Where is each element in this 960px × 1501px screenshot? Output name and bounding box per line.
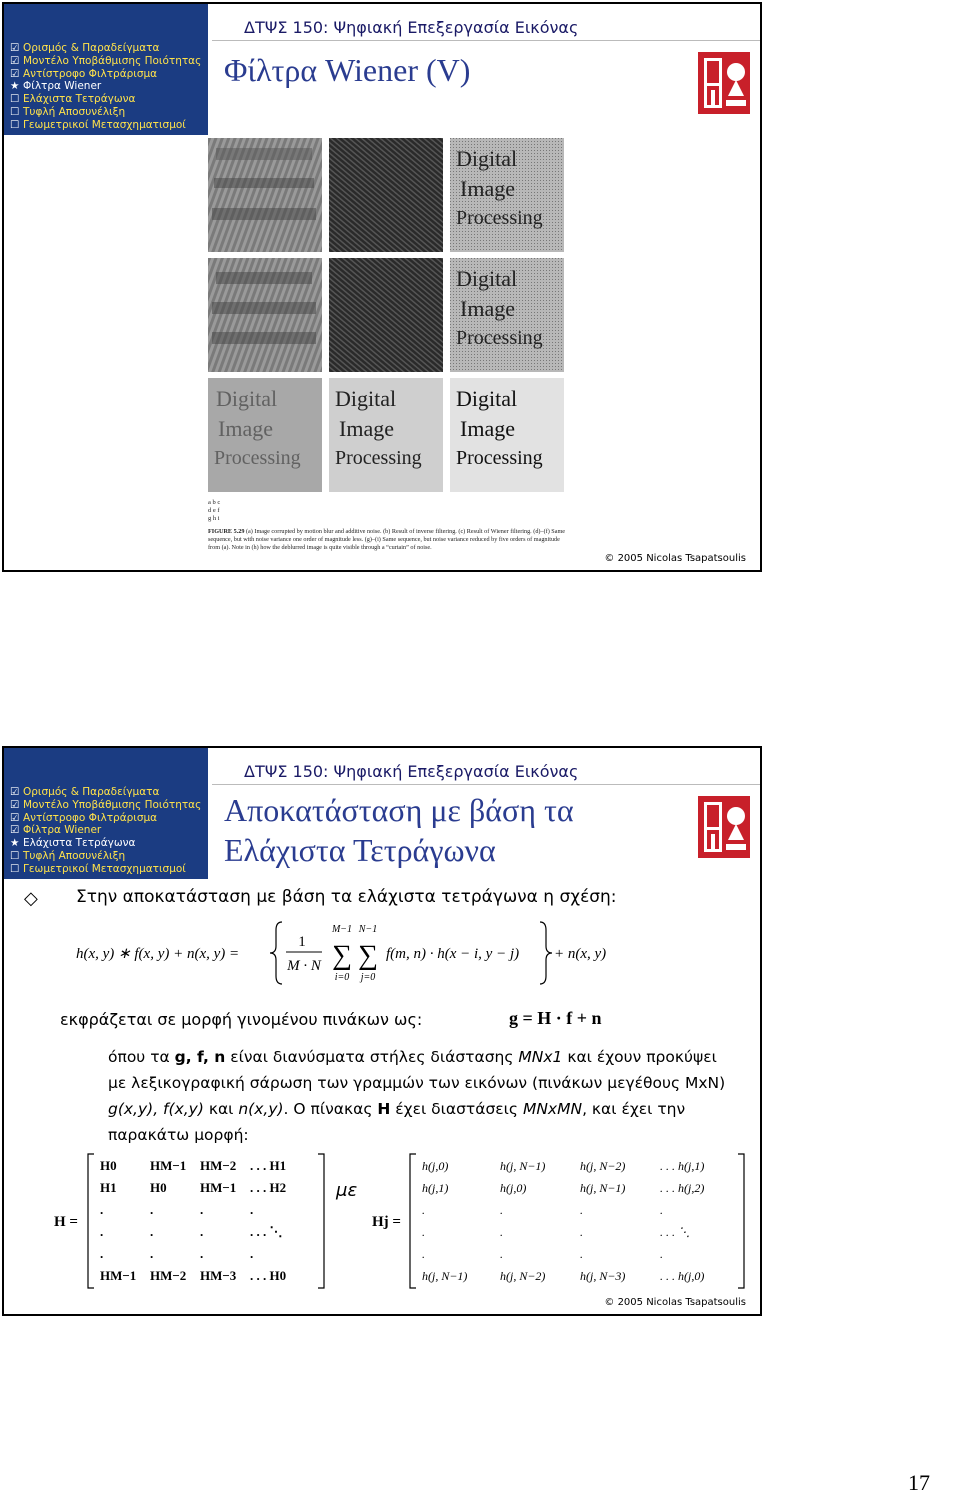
figure-text-processing: Processing xyxy=(456,327,543,349)
nav-item-wiener[interactable]: ☑ Φίλτρα Wiener xyxy=(10,824,102,837)
figure-text-digital: Digital xyxy=(456,386,518,411)
slide-title: Φίλτρα Wiener (V) xyxy=(224,52,471,88)
empty-box-icon: ☐ xyxy=(10,118,20,131)
equation-lhs: h(x, y) ∗ f(x, y) + n(x, y) = xyxy=(76,946,240,962)
figure-panel-b xyxy=(329,138,443,252)
nav-item-least-squares[interactable]: ☐ Ελάχιστα Τετράγωνα xyxy=(10,93,136,106)
matrix-form-text: εκφράζεται σε μορφή γινομένου πινάκων ως: xyxy=(60,1010,423,1029)
matrix-cell: . xyxy=(660,1247,663,1261)
figure-letters: a b c d e f g h i xyxy=(208,499,221,522)
nav-item-degradation-model[interactable]: ☑ Μοντέλο Υποβάθμισης Ποιότητας xyxy=(10,798,202,811)
nav-item-blind-deconvolution[interactable]: ☐ Τυφλή Αποσυνέλιξη xyxy=(10,105,126,118)
matrix-cell: . xyxy=(100,1202,104,1217)
nav-item-degradation-model[interactable]: ☑ Μοντέλο Υποβάθμισης Ποιότητας xyxy=(10,54,202,67)
matrix-cell: h(j, N−1) xyxy=(500,1159,546,1173)
nav-item-wiener[interactable]: ★ Φίλτρα Wiener xyxy=(10,80,102,93)
matrix-H-left-bracket xyxy=(88,1154,94,1288)
matrix-cell: . xyxy=(500,1203,503,1217)
matrix-cell: . xyxy=(100,1246,104,1261)
matrix-cell: . . . ⋱ xyxy=(660,1225,690,1239)
caption-label: FIGURE 5.29 xyxy=(208,528,245,535)
description-paragraph: όπου τα g, f, n είναι διανύσματα στήλες διάστασης MNx1 και έχουν προκύψει με λεξικογραφική σάρωση των γραμμών των εικόνων (πινάκων μεγέθους MxN) g(x,y), f(x,y) και n(x,y). Ο πίνακας H έχει διαστάσεις MNxMN, και έχει την παρακάτω μορφή: xyxy=(108,1048,726,1144)
figure-panel-e xyxy=(329,258,443,372)
nav-item-definition[interactable]: ☑ Ορισμός & Παραδείγματα xyxy=(10,42,160,54)
matrix-cell: HM−2 xyxy=(200,1158,237,1173)
matrix-cell: h(j,1) xyxy=(422,1181,449,1195)
topic-nav xyxy=(4,748,208,879)
figure-text-processing: Processing xyxy=(214,447,301,469)
matrix-cell: h(j, N−3) xyxy=(580,1269,626,1283)
sum1-icon: ∑ xyxy=(332,940,352,971)
matrix-cell: . xyxy=(422,1247,425,1261)
figure-panel-f xyxy=(450,258,564,372)
slide-least-squares xyxy=(2,746,762,1316)
me-word: με xyxy=(336,1180,358,1201)
fraction-denominator: M · N xyxy=(287,958,321,974)
sum2-lower: j=0 xyxy=(360,972,376,983)
slide-header xyxy=(4,748,760,882)
fraction-numerator: 1 xyxy=(298,934,306,950)
check-box-icon: ☑ xyxy=(10,786,20,798)
matrix-Hj xyxy=(372,1148,752,1298)
equation-body: f(m, n) · h(x − i, y − j) xyxy=(386,946,520,962)
nav-item-least-squares[interactable]: ★ Ελάχιστα Τετράγωνα xyxy=(10,837,136,850)
matrix-cell: . xyxy=(422,1225,425,1239)
sum2-icon: ∑ xyxy=(358,940,378,971)
star-icon: ★ xyxy=(10,837,20,850)
figure-text-image: Image xyxy=(460,416,515,441)
matrix-cell: . . . H1 xyxy=(250,1158,287,1173)
matrix-cell: h(j, N−2) xyxy=(580,1159,626,1173)
header-divider xyxy=(212,784,760,785)
check-box-icon: ☑ xyxy=(10,824,20,837)
matrix-cell: . . . h(j,0) xyxy=(660,1269,705,1283)
copyright: © 2005 Nicolas Tsapatsoulis xyxy=(604,553,746,564)
matrix-cell: . xyxy=(250,1202,254,1217)
matrix-cell: . xyxy=(150,1202,154,1217)
matrix-H xyxy=(54,1148,334,1298)
matrix-cell: . xyxy=(580,1203,583,1217)
check-box-icon: ☑ xyxy=(10,811,20,824)
empty-box-icon: ☐ xyxy=(10,862,20,875)
matrix-cell: HM−1 xyxy=(100,1268,137,1283)
matrix-cell: H1 xyxy=(100,1180,117,1195)
figure-panel-h xyxy=(329,378,443,492)
matrix-cell: . xyxy=(100,1224,104,1239)
matrix-cell: . xyxy=(422,1203,425,1217)
matrix-cell: H0 xyxy=(100,1158,117,1173)
slide-header xyxy=(4,4,760,138)
matrix-cell: h(j, N−1) xyxy=(580,1181,626,1195)
matrix-Hj-left-bracket xyxy=(410,1154,416,1288)
diamond-bullet-icon: ◇ xyxy=(24,888,38,909)
figure-text-digital: Digital xyxy=(456,146,518,171)
sum2-upper: N−1 xyxy=(358,924,378,935)
matrix-cell: . xyxy=(500,1247,503,1261)
matrix-H-cells xyxy=(100,1158,286,1283)
matrix-cell: HM−1 xyxy=(200,1180,237,1195)
star-icon: ★ xyxy=(10,80,20,93)
matrix-cell: HM−2 xyxy=(150,1268,187,1283)
matrix-cell: . xyxy=(200,1246,204,1261)
nav-item-inverse-filtering[interactable]: ☑ Αντίστροφο Φιλτράρισμα xyxy=(10,811,158,824)
figure-grid xyxy=(208,138,564,498)
matrix-cell: . xyxy=(580,1247,583,1261)
course-title: ΔΤΨΣ 150: Ψηφιακή Επεξεργασία Εικόνας xyxy=(244,762,579,781)
right-brace xyxy=(540,922,552,984)
check-box-icon: ☑ xyxy=(10,54,20,67)
matrix-cell: . xyxy=(500,1225,503,1239)
figure-text-image: Image xyxy=(460,176,515,201)
caption-text: (a) Image corrupted by motion blur and additive noise. (b) Result of inverse filtering. (c) Result of Wiener filtering. (d)–(f) Same sequence, but with noise variance one order of magnitude less. (g)–(i) Same sequence, but noise variance reduced by five orders of magnitude from (a). Note in (h) how the deblurred image is quite visible through a “curtain” of noise. xyxy=(208,528,566,551)
figure-text-image: Image xyxy=(218,416,273,441)
matrix-H-label: H = xyxy=(54,1214,78,1230)
matrix-cell: h(j, N−1) xyxy=(422,1269,468,1283)
matrix-cell: h(j,0) xyxy=(500,1181,527,1195)
check-box-icon: ☑ xyxy=(10,42,20,54)
matrix-cell: . . . H2 xyxy=(250,1180,287,1195)
matrix-cell: . xyxy=(200,1224,204,1239)
university-logo xyxy=(698,796,750,858)
empty-box-icon: ☐ xyxy=(10,849,20,862)
least-squares-equation xyxy=(76,918,636,988)
figure-text-digital: Digital xyxy=(456,266,518,291)
figure-panel-a xyxy=(208,138,322,252)
matrix-cell: HM−3 xyxy=(200,1268,237,1283)
header-divider xyxy=(212,40,760,41)
check-box-icon: ☑ xyxy=(10,67,20,80)
matrix-cell: . xyxy=(150,1246,154,1261)
course-title: ΔΤΨΣ 150: Ψηφιακή Επεξεργασία Εικόνας xyxy=(244,18,579,37)
topic-nav xyxy=(4,4,208,135)
matrix-cell: . . . h(j,2) xyxy=(660,1181,705,1195)
figure-panel-g xyxy=(208,378,322,492)
slide-wiener-filters xyxy=(2,2,762,572)
sum1-upper: M−1 xyxy=(331,924,353,935)
check-box-icon: ☑ xyxy=(10,798,20,811)
matrix-cell: H0 xyxy=(150,1180,167,1195)
nav-item-geometric-transforms[interactable]: ☐ Γεωμετρικοί Μετασχηματισμοί xyxy=(10,862,186,875)
figure-text-processing: Processing xyxy=(456,447,543,469)
empty-box-icon: ☐ xyxy=(10,93,20,106)
matrix-cell: . . . ⋱ xyxy=(250,1224,283,1239)
matrix-cell: . . . h(j,1) xyxy=(660,1159,705,1173)
figure-panel-i xyxy=(450,378,564,492)
slide-title: Αποκατάσταση με βάση τα Ελάχιστα Τετράγωνα xyxy=(224,792,574,868)
matrix-cell: . . . H0 xyxy=(250,1268,287,1283)
figure-text-processing: Processing xyxy=(456,207,543,229)
left-brace xyxy=(270,922,282,984)
figure-text-digital: Digital xyxy=(335,386,397,411)
matrix-cell: . xyxy=(150,1224,154,1239)
nav-item-blind-deconvolution[interactable]: ☐ Τυφλή Αποσυνέλιξη xyxy=(10,849,126,862)
nav-item-definition[interactable]: ☑ Ορισμός & Παραδείγματα xyxy=(10,786,160,798)
nav-item-geometric-transforms[interactable]: ☐ Γεωμετρικοί Μετασχηματισμοί xyxy=(10,118,186,131)
copyright: © 2005 Nicolas Tsapatsoulis xyxy=(604,1297,746,1308)
figure-text-digital: Digital xyxy=(216,386,278,411)
matrix-H-right-bracket xyxy=(318,1154,324,1288)
matrix-definitions xyxy=(54,1148,754,1298)
matrix-cell: h(j,0) xyxy=(422,1159,449,1173)
sum1-lower: i=0 xyxy=(334,972,350,983)
university-logo xyxy=(698,52,750,114)
matrix-cell: HM−1 xyxy=(150,1158,187,1173)
figure-text-image: Image xyxy=(339,416,394,441)
matrix-cell: . xyxy=(200,1202,204,1217)
matrix-cell: . xyxy=(250,1246,254,1261)
empty-box-icon: ☐ xyxy=(10,105,20,118)
figure-text-image: Image xyxy=(460,296,515,321)
matrix-Hj-cells xyxy=(422,1159,704,1283)
matrix-cell: h(j, N−2) xyxy=(500,1269,546,1283)
matrix-cell: . xyxy=(660,1203,663,1217)
bullet-text: Στην αποκατάσταση με βάση τα ελάχιστα τετράγωνα η σχέση: xyxy=(76,887,617,907)
equation-rhs: + n(x, y) xyxy=(554,946,607,962)
figure-caption xyxy=(208,500,568,552)
figure-panel-c xyxy=(450,138,564,252)
matrix-cell: . xyxy=(580,1225,583,1239)
matrix-equation: g = H · f + n xyxy=(509,1008,602,1028)
nav-item-inverse-filtering[interactable]: ☑ Αντίστροφο Φιλτράρισμα xyxy=(10,67,158,80)
figure-panel-d xyxy=(208,258,322,372)
page-number: 17 xyxy=(908,1470,930,1495)
figure-text-processing: Processing xyxy=(335,447,422,469)
matrix-Hj-label: Hj = xyxy=(372,1214,401,1230)
matrix-Hj-right-bracket xyxy=(738,1154,744,1288)
